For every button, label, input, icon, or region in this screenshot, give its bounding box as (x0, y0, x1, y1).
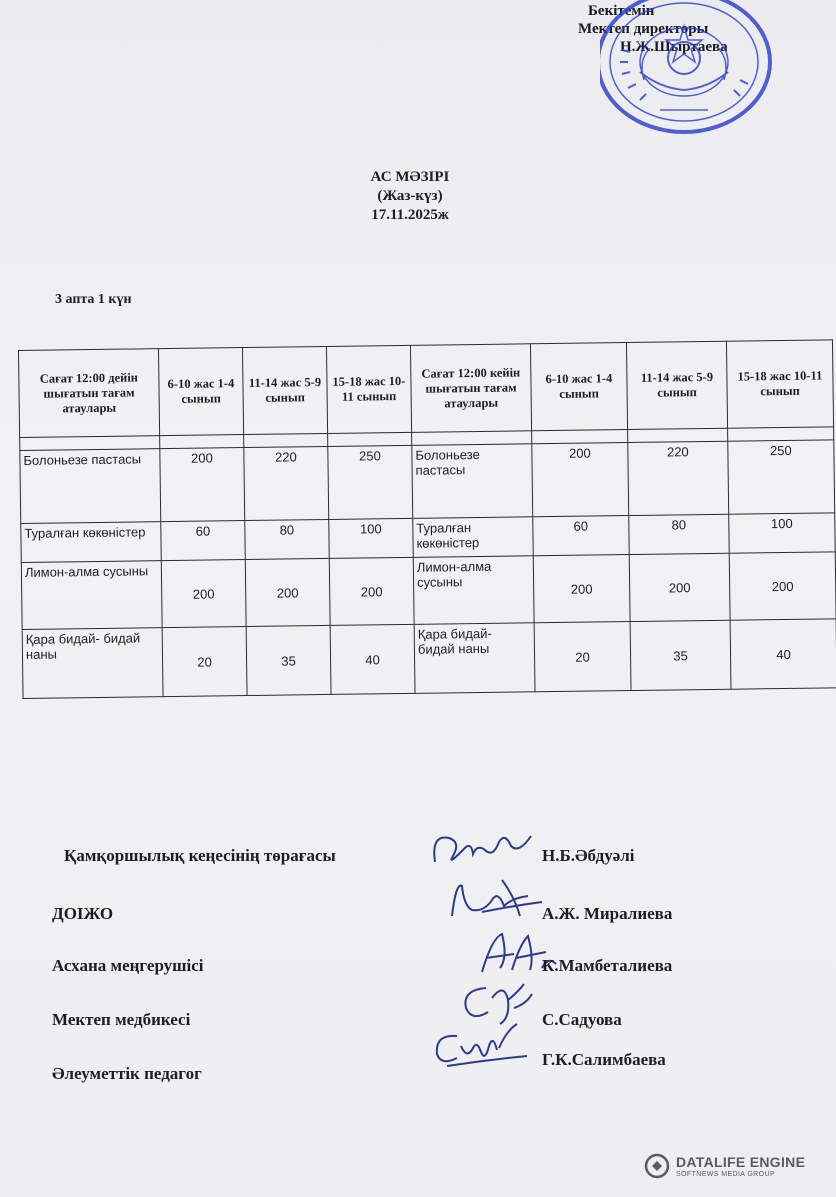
portion-cell: 200 (532, 443, 629, 517)
signatures-block (52, 840, 822, 1100)
page-title: АС МӘЗІРІ (370, 169, 450, 185)
portion-cell: 200 (629, 553, 730, 621)
table-row (20, 440, 835, 524)
signatory-name: Н.Б.Әбдуәлі (542, 846, 635, 865)
season-label: (Жаз-күз) (377, 188, 443, 204)
watermark-brand: DATALIFE ENGINE (676, 1154, 806, 1170)
column-header: 6-10 жас 1-4 сынып (158, 348, 243, 436)
column-header: Сағат 12:00 дейін шығатын тағам атаулары (19, 349, 160, 438)
watermark-subtitle: SOFTNEWS MEDIA GROUP (676, 1171, 776, 1178)
portion-cell: 40 (330, 624, 415, 694)
dish-name-afternoon: Туралған көкөністер (413, 517, 534, 558)
portion-cell: 200 (729, 552, 836, 620)
signatory-role: Қамқоршылық кеңесінің төрағасы (64, 846, 336, 865)
dish-name-morning: Лимон-алма сусыны (21, 561, 162, 630)
portion-cell: 20 (534, 622, 631, 692)
portion-cell: 200 (245, 558, 330, 626)
table-row (21, 552, 836, 630)
portion-cell: 35 (630, 620, 731, 690)
dish-name-afternoon: Лимон-алма сусыны (413, 556, 534, 625)
dish-name-afternoon: Болоньезе пастасы (412, 444, 533, 519)
portion-cell: 100 (729, 513, 836, 553)
portion-cell: 200 (160, 448, 245, 522)
watermark (644, 1150, 834, 1190)
portion-cell: 200 (329, 557, 414, 625)
handwritten-signature-icon (427, 1020, 537, 1070)
signatory-name: А.Ж. Миралиева (542, 904, 673, 923)
portion-cell: 80 (245, 519, 330, 559)
column-header: 15-18 жас 10-11 сынып (326, 345, 411, 433)
dish-name-afternoon: Қара бидай- бидай наны (414, 623, 535, 694)
menu-date: 17.11.2025ж (371, 207, 449, 223)
column-header: 11-14 жас 5-9 сынып (626, 341, 727, 429)
dish-name-morning: Туралған көкөністер (21, 522, 161, 563)
signature-row (52, 846, 822, 876)
column-header: 6-10 жас 1-4 сынып (530, 343, 627, 431)
signatory-role: ДОІЖО (52, 904, 114, 923)
portion-cell: 60 (533, 516, 630, 556)
portion-cell: 220 (244, 446, 329, 520)
table-row (22, 619, 836, 699)
portion-cell: 100 (329, 518, 414, 558)
handwritten-signature-icon (427, 824, 537, 874)
column-header: 11-14 жас 5-9 сынып (242, 346, 327, 434)
column-header: 15-18 жас 10-11 сынып (726, 340, 833, 428)
approval-position: Мектеп директоры (578, 21, 709, 37)
school-seal-icon (600, 0, 780, 140)
signatory-name: Г.К.Салимбаева (542, 1050, 666, 1069)
portion-cell: 40 (730, 619, 836, 689)
approval-director-name: Н.Ж.Шыртаева (620, 39, 728, 55)
dish-name-morning: Болоньезе пастасы (20, 449, 161, 524)
portion-cell: 200 (533, 555, 630, 623)
signature-row (52, 1050, 822, 1094)
signatory-name: К.Мамбеталиева (542, 956, 673, 975)
signature-row (52, 956, 822, 986)
signatory-role: Асхана меңгерушісі (52, 956, 204, 975)
menu-table (18, 339, 836, 699)
approval-heading: Бекітемін (588, 3, 655, 19)
signature-row (52, 904, 822, 934)
portion-cell: 60 (161, 521, 246, 561)
portion-cell: 220 (628, 441, 729, 515)
portion-cell: 250 (328, 445, 413, 519)
document-title-block (260, 168, 560, 225)
portion-cell: 80 (629, 514, 730, 554)
portion-cell: 250 (728, 440, 835, 514)
column-header: Сағат 12:00 кейін шығатын тағам атаулары (410, 344, 531, 433)
dish-name-morning: Қара бидай- бидай наны (22, 628, 163, 699)
signatory-role: Әлеуметтік педагог (52, 1064, 202, 1083)
week-day-label: 3 апта 1 күн (55, 292, 132, 307)
datalife-logo-icon (644, 1153, 670, 1179)
portion-cell: 35 (246, 625, 331, 695)
portion-cell: 20 (162, 627, 247, 697)
signatory-name: С.Садуова (542, 1010, 622, 1029)
table-header-row (19, 340, 834, 438)
signatory-role: Мектеп медбикесі (52, 1010, 191, 1029)
portion-cell: 200 (161, 560, 246, 628)
handwritten-signature-icon (442, 876, 552, 926)
